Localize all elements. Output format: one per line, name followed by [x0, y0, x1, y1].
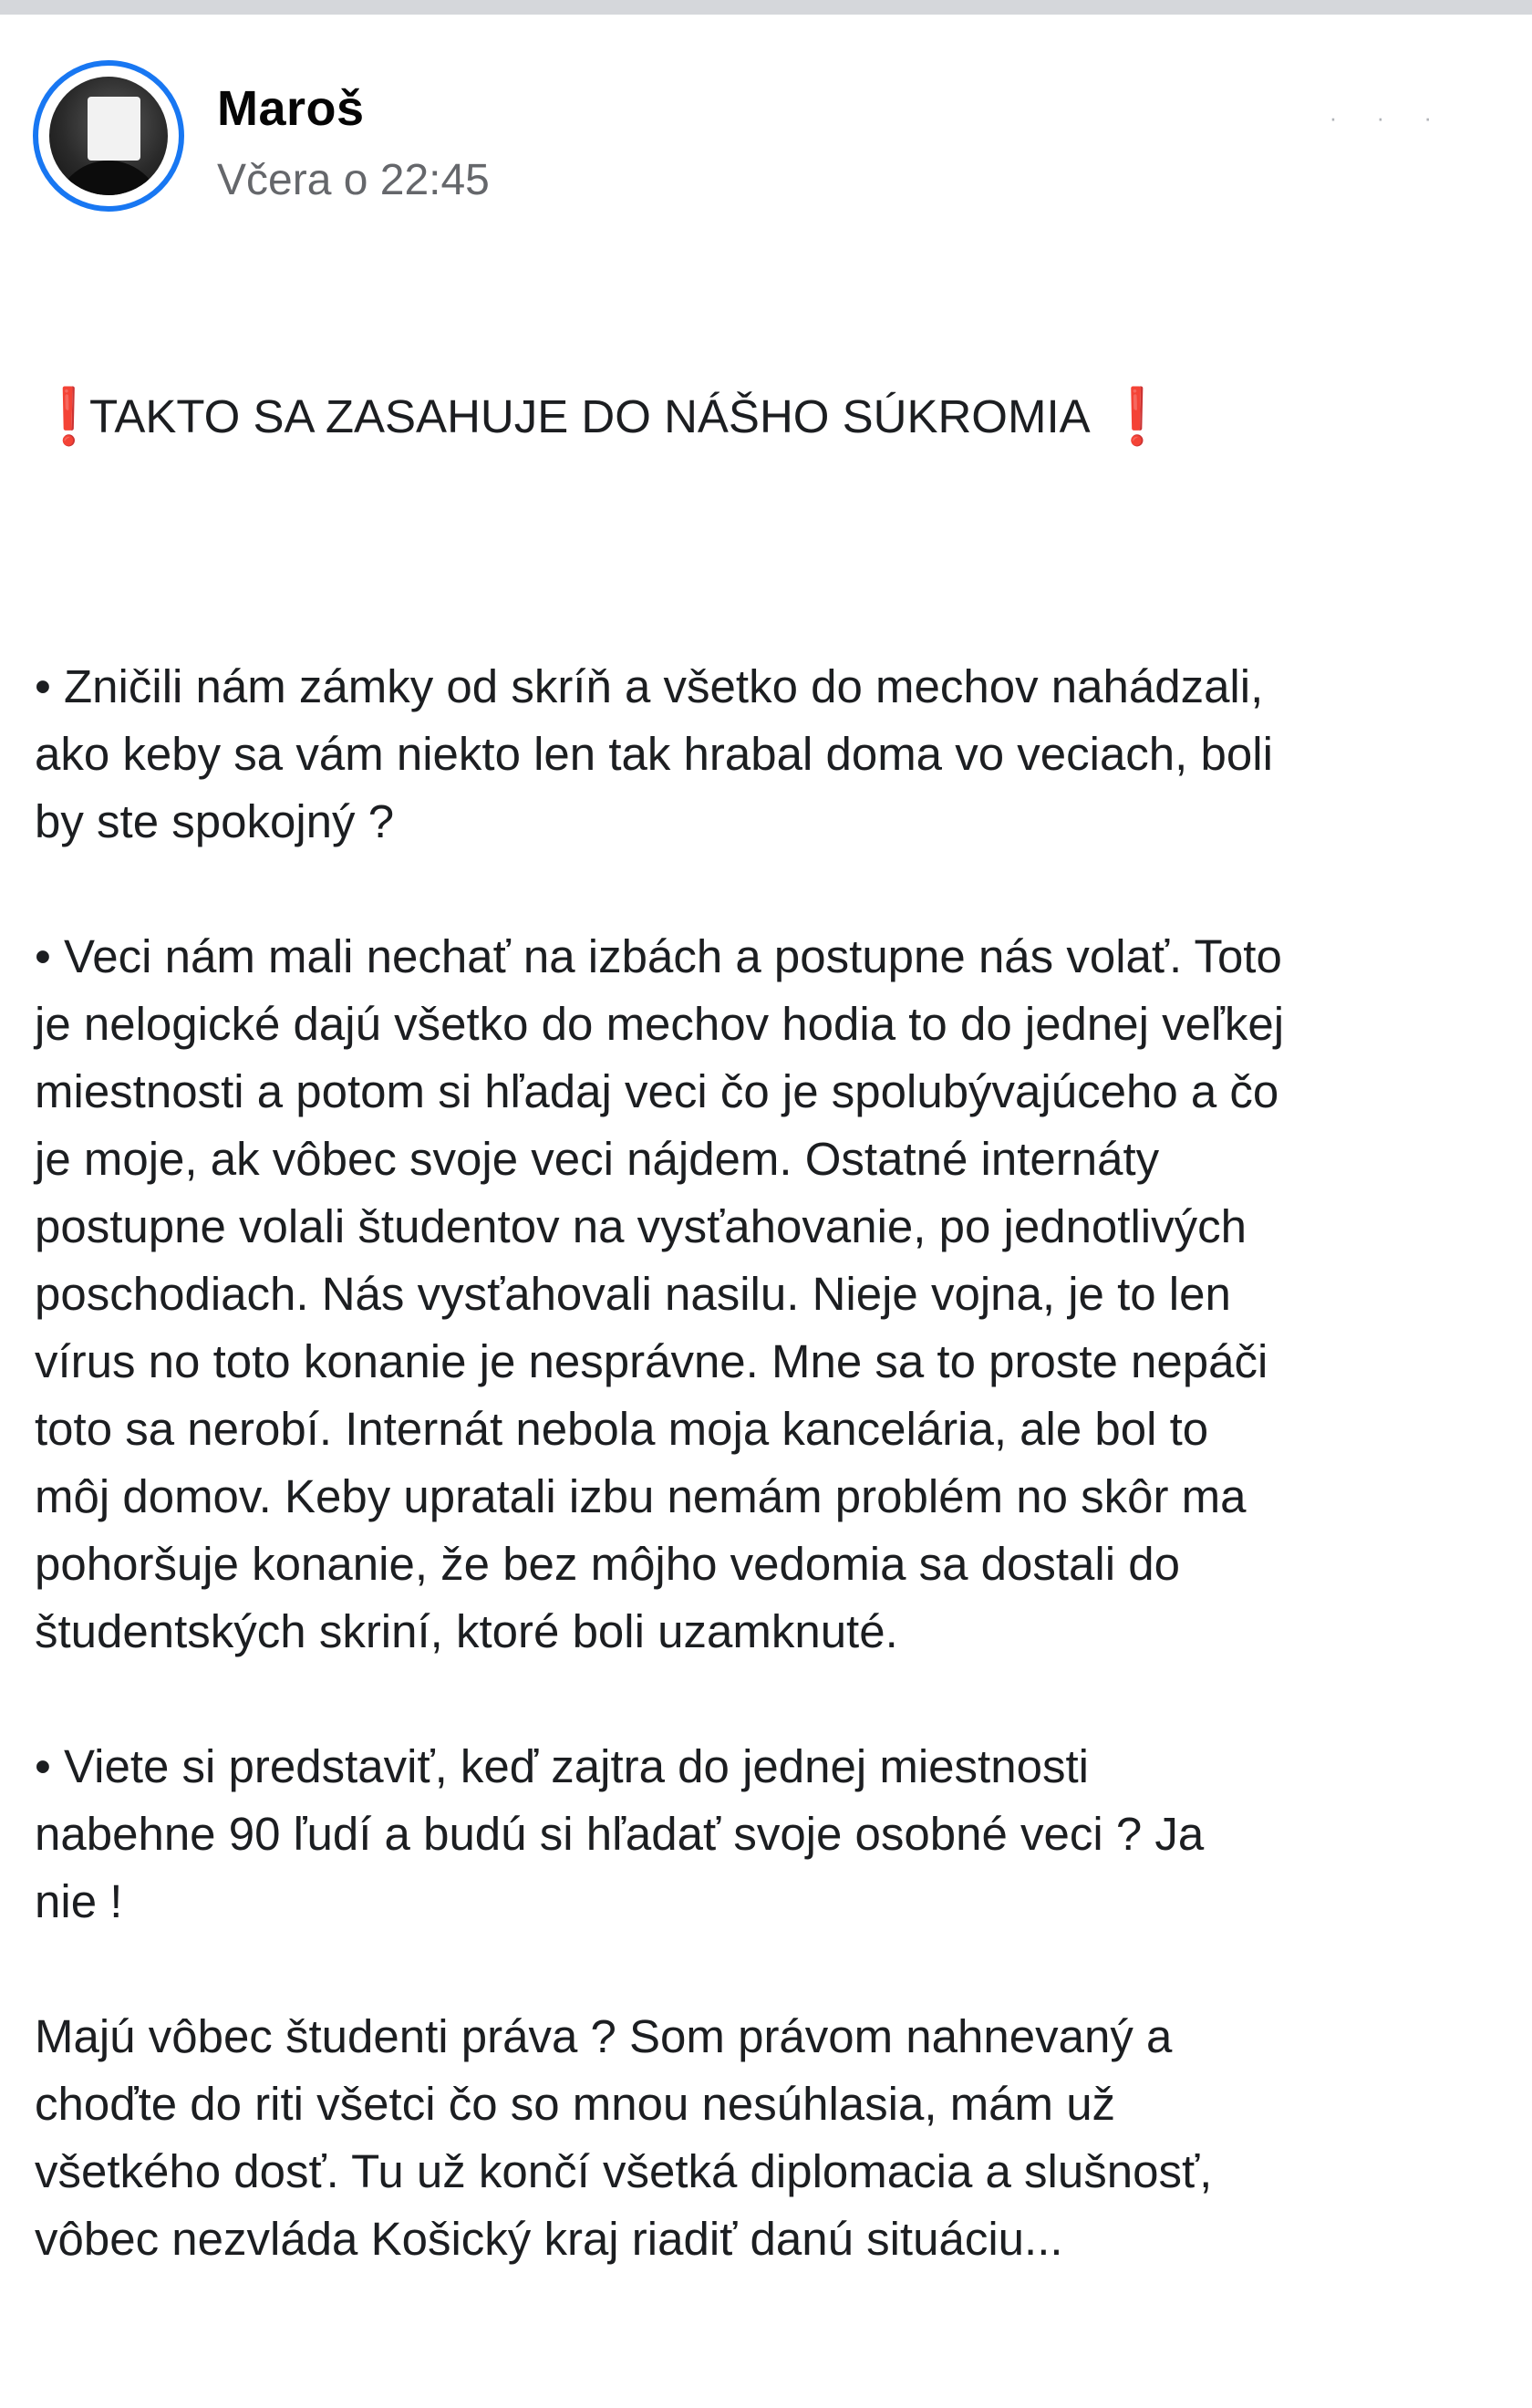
- post-text-line: postupne volali študentov na vysťahovanie, po jednotlivých: [35, 1200, 1247, 1252]
- post-title-text: TAKTO SA ZASAHUJE DO NÁŠHO SÚKROMIA: [89, 390, 1091, 442]
- post-text-line: Majú vôbec študenti práva ? Som právom nahnevaný a: [35, 2010, 1173, 2062]
- post-text-line: toto sa nerobí. Internát nebola moja kancelária, ale bol to: [35, 1403, 1209, 1455]
- post-body: [35, 248, 1503, 2408]
- exclamation-icon: ❗: [35, 386, 103, 447]
- post-text-line: vírus no toto konanie je nesprávne. Mne sa to proste nepáči: [35, 1335, 1268, 1387]
- post-text-line: je moje, ak vôbec svoje veci nájdem. Ostatné internáty: [35, 1133, 1160, 1185]
- post-text-line: poschodiach. Nás vysťahovali nasilu. Nieje vojna, je to len: [35, 1268, 1231, 1320]
- status-strip: [0, 0, 1532, 15]
- post-paragraphs: [35, 653, 1503, 2273]
- avatar-image: [49, 77, 168, 195]
- post-text-line: vôbec nezvláda Košický kraj riadiť danú situáciu...: [35, 2213, 1063, 2265]
- exclamation-icon: ❗: [1102, 386, 1172, 447]
- avatar[interactable]: [33, 60, 184, 212]
- avatar-silhouette: [55, 161, 162, 195]
- post-timestamp[interactable]: Včera o 22:45: [217, 156, 490, 204]
- post-text-line: všetkého dosť. Tu už končí všetká diplomacia a slušnosť,: [35, 2145, 1213, 2197]
- post-paragraph: [35, 1733, 1503, 1936]
- post-text-line: môj domov. Keby upratali izbu nemám problém no skôr ma: [35, 1470, 1247, 1522]
- post-text-line: • Veci nám mali nechať na izbách a postupne nás volať. Toto: [35, 930, 1282, 982]
- post-title: [35, 383, 1503, 451]
- post-text-line: je nelogické dajú všetko do mechov hodia to do jednej veľkej: [35, 998, 1285, 1050]
- post-paragraph: [35, 2003, 1503, 2273]
- author-name[interactable]: Maroš: [217, 81, 365, 136]
- post-text-line: pohoršuje konanie, že bez môjho vedomia sa dostali do: [35, 1538, 1180, 1590]
- post-paragraph: [35, 923, 1503, 1666]
- post-header: [33, 60, 1492, 215]
- avatar-face-redaction: [88, 97, 140, 161]
- post-text-line: choďte do riti všetci čo so mnou nesúhlasia, mám už: [35, 2078, 1116, 2130]
- post-text-line: by ste spokojný ?: [35, 795, 395, 847]
- post-text-line: miestnosti a potom si hľadaj veci čo je spolubývajúceho a čo: [35, 1065, 1279, 1117]
- post-text-line: nie !: [35, 1875, 123, 1927]
- ellipsis-icon[interactable]: · · ·: [1329, 104, 1448, 131]
- post-text-line: • Zničili nám zámky od skríň a všetko do mechov nahádzali,: [35, 660, 1264, 712]
- post-text-line: nabehne 90 ľudí a budú si hľadať svoje osobné veci ? Ja: [35, 1808, 1205, 1860]
- post-card: [0, 15, 1532, 2265]
- post-text-line: • Viete si predstaviť, keď zajtra do jednej miestnosti: [35, 1740, 1089, 1792]
- post-paragraph: [35, 653, 1503, 856]
- post-text-line: ako keby sa vám niekto len tak hrabal doma vo veciach, boli: [35, 728, 1273, 780]
- post-text-line: študentských skriní, ktoré boli uzamknuté.: [35, 1605, 898, 1657]
